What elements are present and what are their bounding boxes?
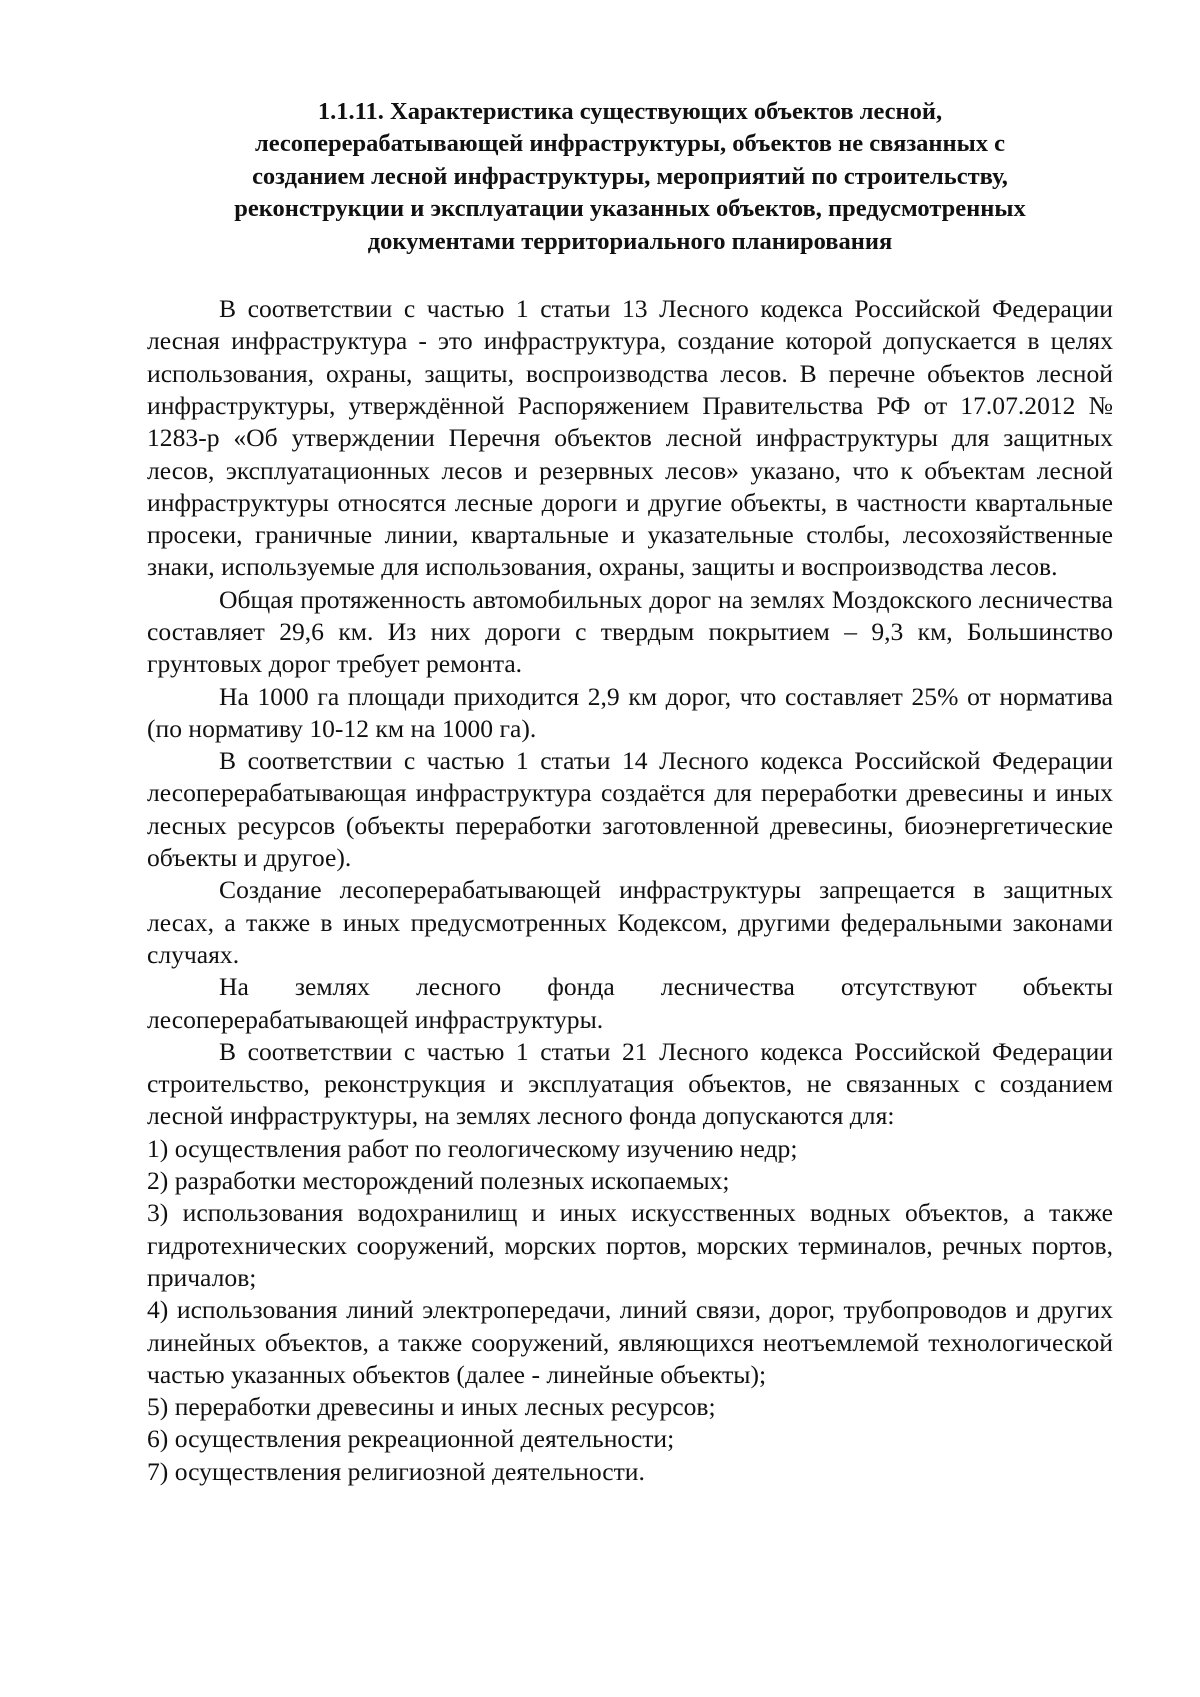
list-item: 6) осуществления рекреационной деятельности; <box>147 1424 675 1454</box>
title-line: реконструкции и эксплуатации указанных объектов, предусмотренных <box>234 195 1026 223</box>
list-item: 5) переработки древесины и иных лесных ресурсов; <box>147 1392 716 1422</box>
paragraph-road-length: Общая протяженность автомобильных дорог на землях Моздокского лесничества составляет 29,6 км. Из них дороги с твердым покрытием – 9,3 км, Большинство грунтовых дорог требует ремонта. <box>147 584 1113 679</box>
list-item: 4) использования линий электропередачи, линий связи, дорог, трубопроводов и других линейных объектов, а также сооружений, являющихся неотъемлемой технологической частью указанных объектов (далее - линейные объекты); <box>147 1295 1113 1389</box>
document-body <box>147 293 1113 1488</box>
paragraph-processing-absent: На землях лесного фонда лесничества отсутствуют объекты лесоперерабатывающей инфраструктуры. <box>147 972 1113 1034</box>
paragraph-processing-prohibition: Создание лесоперерабатывающей инфраструктуры запрещается в защитных лесах, а также в иных предусмотренных Кодексом, другими федеральными законами случаях. <box>147 875 1113 969</box>
title-line: созданием лесной инфраструктуры, мероприятий по строительству, <box>252 162 1008 190</box>
list-item: 2) разработки месторождений полезных ископаемых; <box>147 1166 730 1196</box>
list-item: 3) использования водохранилищ и иных искусственных водных объектов, а также гидротехнических сооружений, морских портов, морских терминалов, речных портов, причалов; <box>147 1198 1113 1292</box>
paragraph-forest-infrastructure: В соответствии с частью 1 статьи 13 Лесного кодекса Российской Федерации лесная инфраструктура - это инфраструктура, создание которой допускается в целях использования, охраны, защиты, воспроизводства лесов. В перечне объектов лесной инфраструктуры, утверждённой Распоряжением Правительства РФ от 17.07.2012 № 1283-р «Об утверждении Перечня объектов лесной инфраструктуры для защитных лесов, эксплуатационных лесов и резервных лесов» указано, что к объектам лесной инфраструктуры относятся лесные дороги и другие объекты, в частности квартальные просеки, граничные линии, квартальные и указательные столбы, лесохозяйственные знаки, используемые для использования, охраны, защиты и воспроизводства лесов. <box>147 294 1113 582</box>
list-item: 7) осуществления религиозной деятельности. <box>147 1456 645 1486</box>
paragraph-road-density: На 1000 га площади приходится 2,9 км дорог, что составляет 25% от норматива (по нормативу 10-12 км на 1000 га). <box>147 681 1113 743</box>
title-line: документами территориального планирования <box>367 227 893 255</box>
document-page <box>147 96 1113 1488</box>
section-title <box>147 96 1113 258</box>
title-line: лесоперерабатывающей инфраструктуры, объектов не связанных с <box>254 130 1006 158</box>
paragraph-article-21: В соответствии с частью 1 статьи 21 Лесного кодекса Российской Федерации строительство, реконструкция и эксплуатация объектов, не связанных с созданием лесной инфраструктуры, на землях лесного фонда допускаются для: <box>147 1036 1113 1131</box>
title-line: 1.1.11. Характеристика существующих объектов лесной, <box>317 98 943 125</box>
paragraph-processing-infrastructure: В соответствии с частью 1 статьи 14 Лесного кодекса Российской Федерации лесоперерабатывающая инфраструктура создаётся для переработки древесины и иных лесных ресурсов (объекты переработки заготовленной древесины, биоэнергетические объекты и другое). <box>147 746 1113 873</box>
list-item: 1) осуществления работ по геологическому изучению недр; <box>147 1133 798 1163</box>
